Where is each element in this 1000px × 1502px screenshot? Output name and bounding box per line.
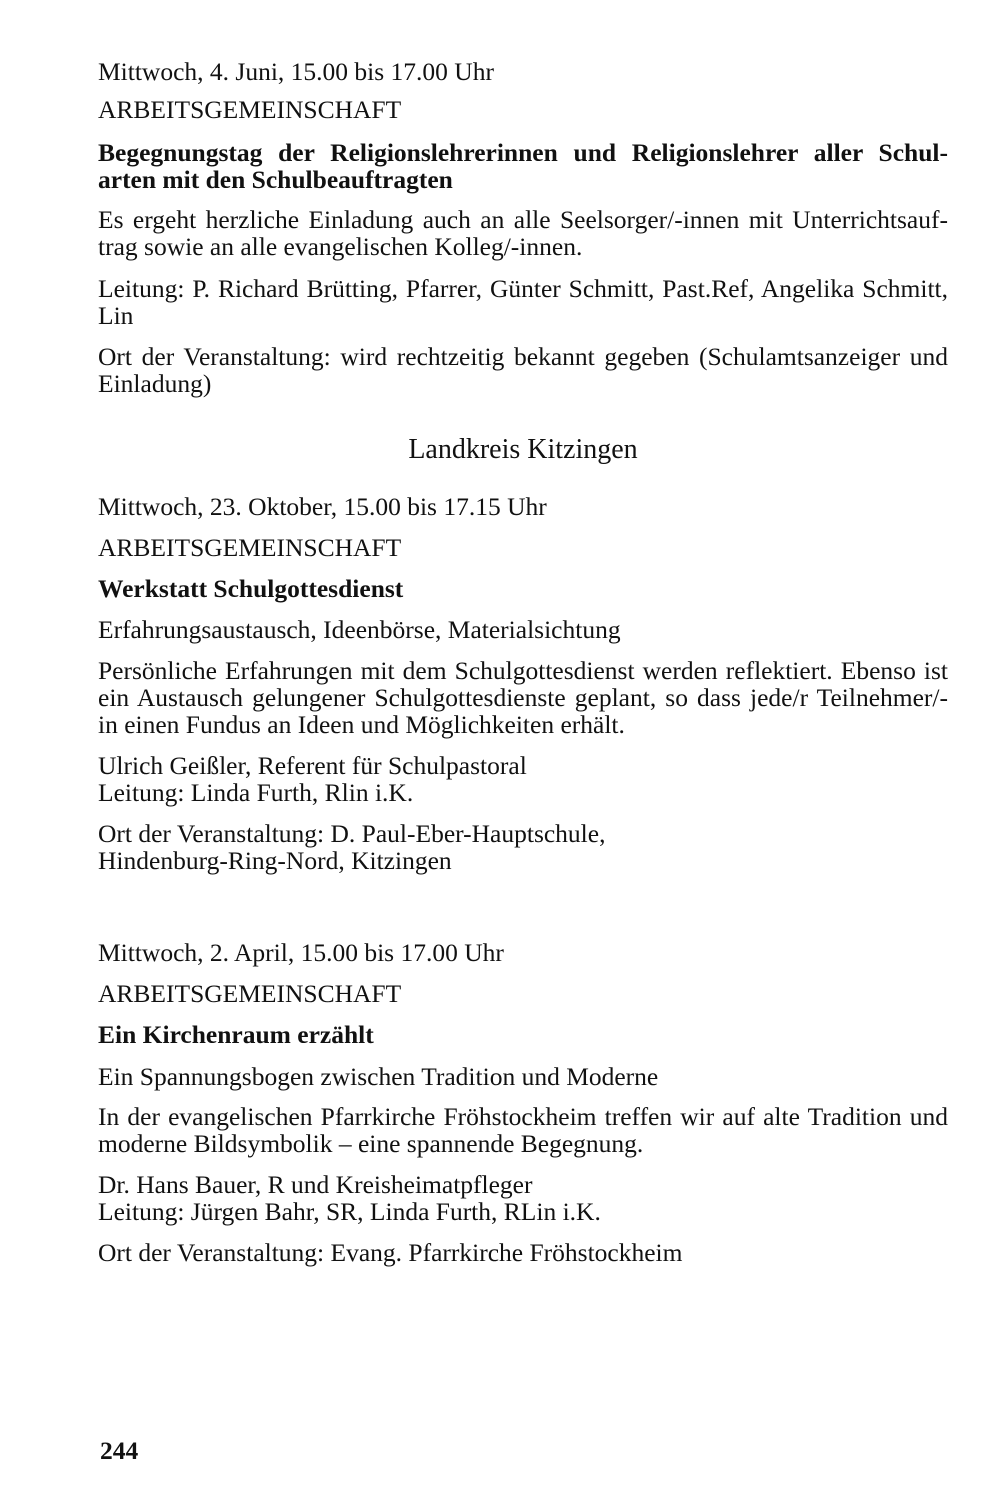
- staff-line: Leitung: Linda Furth, Rlin i.K.: [98, 777, 414, 807]
- description-line: trag sowie an alle evangelischen Kolleg/-innen.: [98, 231, 583, 261]
- staff-line: Ulrich Geißler, Referent für Schulpastoral: [98, 751, 527, 780]
- event-date: Mittwoch, 4. Juni, 15.00 bis 17.00 Uhr: [98, 57, 494, 86]
- event-staff: [98, 1172, 948, 1226]
- event-title: [98, 140, 948, 194]
- event-title-line: Begegnungstag der Religionslehrerinnen und Religionslehrer aller Schul-: [98, 138, 948, 167]
- location-line: Hindenburg-Ring-Nord, Kitzingen: [98, 845, 452, 875]
- event-title-line: arten mit den Schulbeauftragten: [98, 164, 453, 194]
- location-line: Ort der Veranstaltung: wird rechtzeitig bekannt gegeben (Schulamtsanzeiger und: [98, 342, 948, 371]
- description-line: ein Austausch gelungener Schulgottesdienste geplant, so dass jede/r Teilnehmer/-: [98, 682, 948, 712]
- event-location: [98, 344, 948, 398]
- event-location: [98, 1240, 948, 1267]
- event-title-line: Werkstatt Schulgottesdienst: [98, 574, 404, 603]
- event-category: ARBEITSGEMEINSCHAFT: [98, 95, 402, 124]
- description-line: Persönliche Erfahrungen mit dem Schulgottesdienst werden reflektiert. Ebenso ist: [98, 656, 948, 685]
- event-subtitle: Erfahrungsaustausch, Ideenbörse, Materialsichtung: [98, 615, 621, 644]
- event-description: [98, 1104, 948, 1158]
- event-date: Mittwoch, 23. Oktober, 15.00 bis 17.15 Uhr: [98, 492, 547, 521]
- description-line: in einen Fundus an Ideen und Möglichkeiten erhält.: [98, 709, 625, 739]
- event-description: [98, 207, 948, 261]
- event-location: [98, 821, 948, 875]
- event-description: [98, 658, 948, 738]
- district-heading: Landkreis Kitzingen: [408, 434, 638, 465]
- staff-line: Lin: [98, 300, 134, 330]
- location-line: Einladung): [98, 368, 212, 398]
- event-staff: [98, 276, 948, 330]
- event-date: Mittwoch, 2. April, 15.00 bis 17.00 Uhr: [98, 938, 504, 967]
- event-title-line: Ein Kirchenraum erzählt: [98, 1020, 374, 1049]
- event-title: [98, 576, 948, 603]
- event-staff: [98, 753, 948, 807]
- description-line: In der evangelischen Pfarrkirche Fröhstockheim treffen wir auf alte Tradition und: [98, 1102, 948, 1131]
- location-line: Ort der Veranstaltung: D. Paul-Eber-Hauptschule,: [98, 819, 606, 848]
- staff-line: Dr. Hans Bauer, R und Kreisheimatpfleger: [98, 1170, 533, 1199]
- event-category: ARBEITSGEMEINSCHAFT: [98, 979, 402, 1008]
- description-line: moderne Bildsymbolik – eine spannende Begegnung.: [98, 1128, 644, 1158]
- event-category: ARBEITSGEMEINSCHAFT: [98, 533, 402, 562]
- event-subtitle: Ein Spannungsbogen zwischen Tradition und Moderne: [98, 1062, 659, 1091]
- location-line: Ort der Veranstaltung: Evang. Pfarrkirche Fröhstockheim: [98, 1238, 683, 1267]
- staff-line: Leitung: P. Richard Brütting, Pfarrer, Günter Schmitt, Past.Ref, Angelika Schmitt,: [98, 274, 948, 303]
- staff-line: Leitung: Jürgen Bahr, SR, Linda Furth, RLin i.K.: [98, 1196, 601, 1226]
- page-number: 244: [100, 1436, 139, 1465]
- description-line: Es ergeht herzliche Einladung auch an alle Seelsorger/-innen mit Unterrichtsauf-: [98, 205, 948, 234]
- event-title: [98, 1022, 948, 1049]
